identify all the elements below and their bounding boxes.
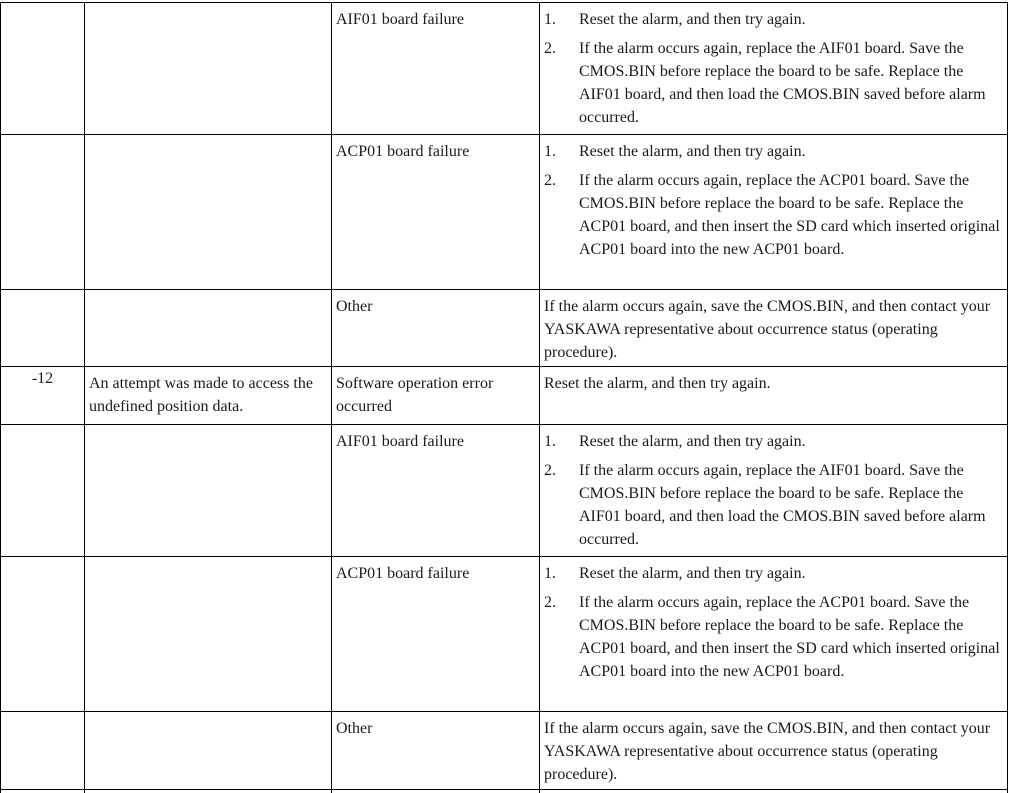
alarm-description-cell bbox=[85, 425, 332, 557]
table-cell-empty bbox=[540, 790, 1008, 793]
table-row bbox=[1, 3, 1008, 135]
alarm-description bbox=[85, 557, 331, 562]
alarm-description-cell bbox=[85, 712, 332, 790]
step-number: 2. bbox=[544, 172, 556, 189]
step-text: If the alarm occurs again, replace the ACP01 board. Save the CMOS.BIN before replace the board to be safe. Replace the ACP01 board, and then insert the SD card which inserted original ACP01 board into the new ACP01 board. bbox=[579, 172, 1000, 258]
alarm-code-cell bbox=[1, 425, 85, 557]
table-cell-empty bbox=[332, 790, 540, 793]
step-number: 1. bbox=[544, 143, 556, 160]
alarm-code-cell bbox=[1, 290, 85, 367]
cause-text: Other bbox=[336, 298, 373, 315]
table-row bbox=[1, 712, 1008, 790]
alarm-code-cell bbox=[1, 557, 85, 712]
alarm-code-cell bbox=[1, 135, 85, 290]
cause-cell bbox=[332, 3, 540, 135]
cause-cell bbox=[332, 712, 540, 790]
cause-cell bbox=[332, 367, 540, 425]
step-number: 1. bbox=[544, 565, 556, 582]
remedy-text: If the alarm occurs again, save the CMOS.BIN, and then contact your YASKAWA representative about occurrence status (operating procedure). bbox=[544, 720, 991, 783]
step-text: If the alarm occurs again, replace the AIF01 board. Save the CMOS.BIN before replace the board to be safe. Replace the AIF01 board, and then load the CMOS.BIN saved before alarm occurred. bbox=[579, 462, 986, 548]
cause-text: ACP01 board failure bbox=[336, 143, 470, 160]
remedy-cell bbox=[540, 367, 1008, 425]
alarm-code-cell bbox=[1, 367, 85, 425]
alarm-description-cell bbox=[85, 367, 332, 425]
alarm-description bbox=[85, 425, 331, 430]
alarm-description-cell bbox=[85, 557, 332, 712]
step-text: Reset the alarm, and then try again. bbox=[579, 433, 806, 450]
alarm-description: An attempt was made to access the undefined position data. bbox=[89, 375, 313, 415]
cause-cell bbox=[332, 557, 540, 712]
remedy-step bbox=[544, 430, 1007, 453]
alarm-description bbox=[85, 135, 331, 140]
table-row bbox=[1, 557, 1008, 712]
step-text: Reset the alarm, and then try again. bbox=[579, 11, 806, 28]
remedy-step bbox=[544, 591, 1007, 683]
cause-text: ACP01 board failure bbox=[336, 565, 470, 582]
cause-text: Software operation error occurred bbox=[336, 375, 494, 415]
remedy-step bbox=[544, 562, 1007, 585]
remedy-cell bbox=[540, 135, 1008, 290]
step-text: If the alarm occurs again, replace the AIF01 board. Save the CMOS.BIN before replace the board to be safe. Replace the AIF01 board, and then load the CMOS.BIN saved before alarm occurred. bbox=[579, 40, 986, 126]
alarm-description bbox=[85, 290, 331, 295]
step-number: 1. bbox=[544, 433, 556, 450]
alarm-description bbox=[85, 3, 331, 8]
alarm-description-cell bbox=[85, 3, 332, 135]
table-cell-empty bbox=[85, 790, 332, 793]
remedy-step bbox=[544, 8, 1007, 31]
remedy-steps bbox=[540, 3, 1007, 129]
cause-text: Other bbox=[336, 720, 373, 737]
cause-cell bbox=[332, 290, 540, 367]
remedy-cell bbox=[540, 290, 1008, 367]
remedy-step bbox=[544, 140, 1007, 163]
remedy-text: If the alarm occurs again, save the CMOS.BIN, and then contact your YASKAWA representative about occurrence status (operating procedure). bbox=[544, 298, 991, 361]
cause-cell bbox=[332, 425, 540, 557]
table-row bbox=[1, 135, 1008, 290]
step-number: 2. bbox=[544, 594, 556, 611]
table-row bbox=[1, 367, 1008, 425]
cause-cell bbox=[332, 135, 540, 290]
remedy-text: Reset the alarm, and then try again. bbox=[544, 375, 771, 392]
step-number: 1. bbox=[544, 11, 556, 28]
remedy-steps bbox=[540, 135, 1007, 261]
step-text: If the alarm occurs again, replace the ACP01 board. Save the CMOS.BIN before replace the board to be safe. Replace the ACP01 board, and then insert the SD card which inserted original ACP01 board into the new ACP01 board. bbox=[579, 594, 1000, 680]
remedy-steps bbox=[540, 425, 1007, 551]
table-row bbox=[1, 290, 1008, 367]
alarm-remedy-table bbox=[0, 2, 1008, 793]
step-number: 2. bbox=[544, 40, 556, 57]
remedy-step bbox=[544, 37, 1007, 129]
alarm-description bbox=[85, 712, 331, 717]
step-number: 2. bbox=[544, 462, 556, 479]
remedy-cell bbox=[540, 425, 1008, 557]
remedy-step bbox=[544, 459, 1007, 551]
step-text: Reset the alarm, and then try again. bbox=[579, 143, 806, 160]
step-text: Reset the alarm, and then try again. bbox=[579, 565, 806, 582]
alarm-description-cell bbox=[85, 135, 332, 290]
remedy-cell bbox=[540, 3, 1008, 135]
alarm-code-cell bbox=[1, 3, 85, 135]
table-row-partial bbox=[1, 790, 1008, 793]
cause-text: AIF01 board failure bbox=[336, 11, 464, 28]
remedy-step bbox=[544, 169, 1007, 261]
remedy-steps bbox=[540, 557, 1007, 683]
table-cell-empty bbox=[1, 790, 85, 793]
table-row bbox=[1, 425, 1008, 557]
cause-text: AIF01 board failure bbox=[336, 433, 464, 450]
alarm-description-cell bbox=[85, 290, 332, 367]
remedy-cell bbox=[540, 712, 1008, 790]
alarm-code: -12 bbox=[31, 370, 54, 387]
remedy-cell bbox=[540, 557, 1008, 712]
alarm-code-cell bbox=[1, 712, 85, 790]
